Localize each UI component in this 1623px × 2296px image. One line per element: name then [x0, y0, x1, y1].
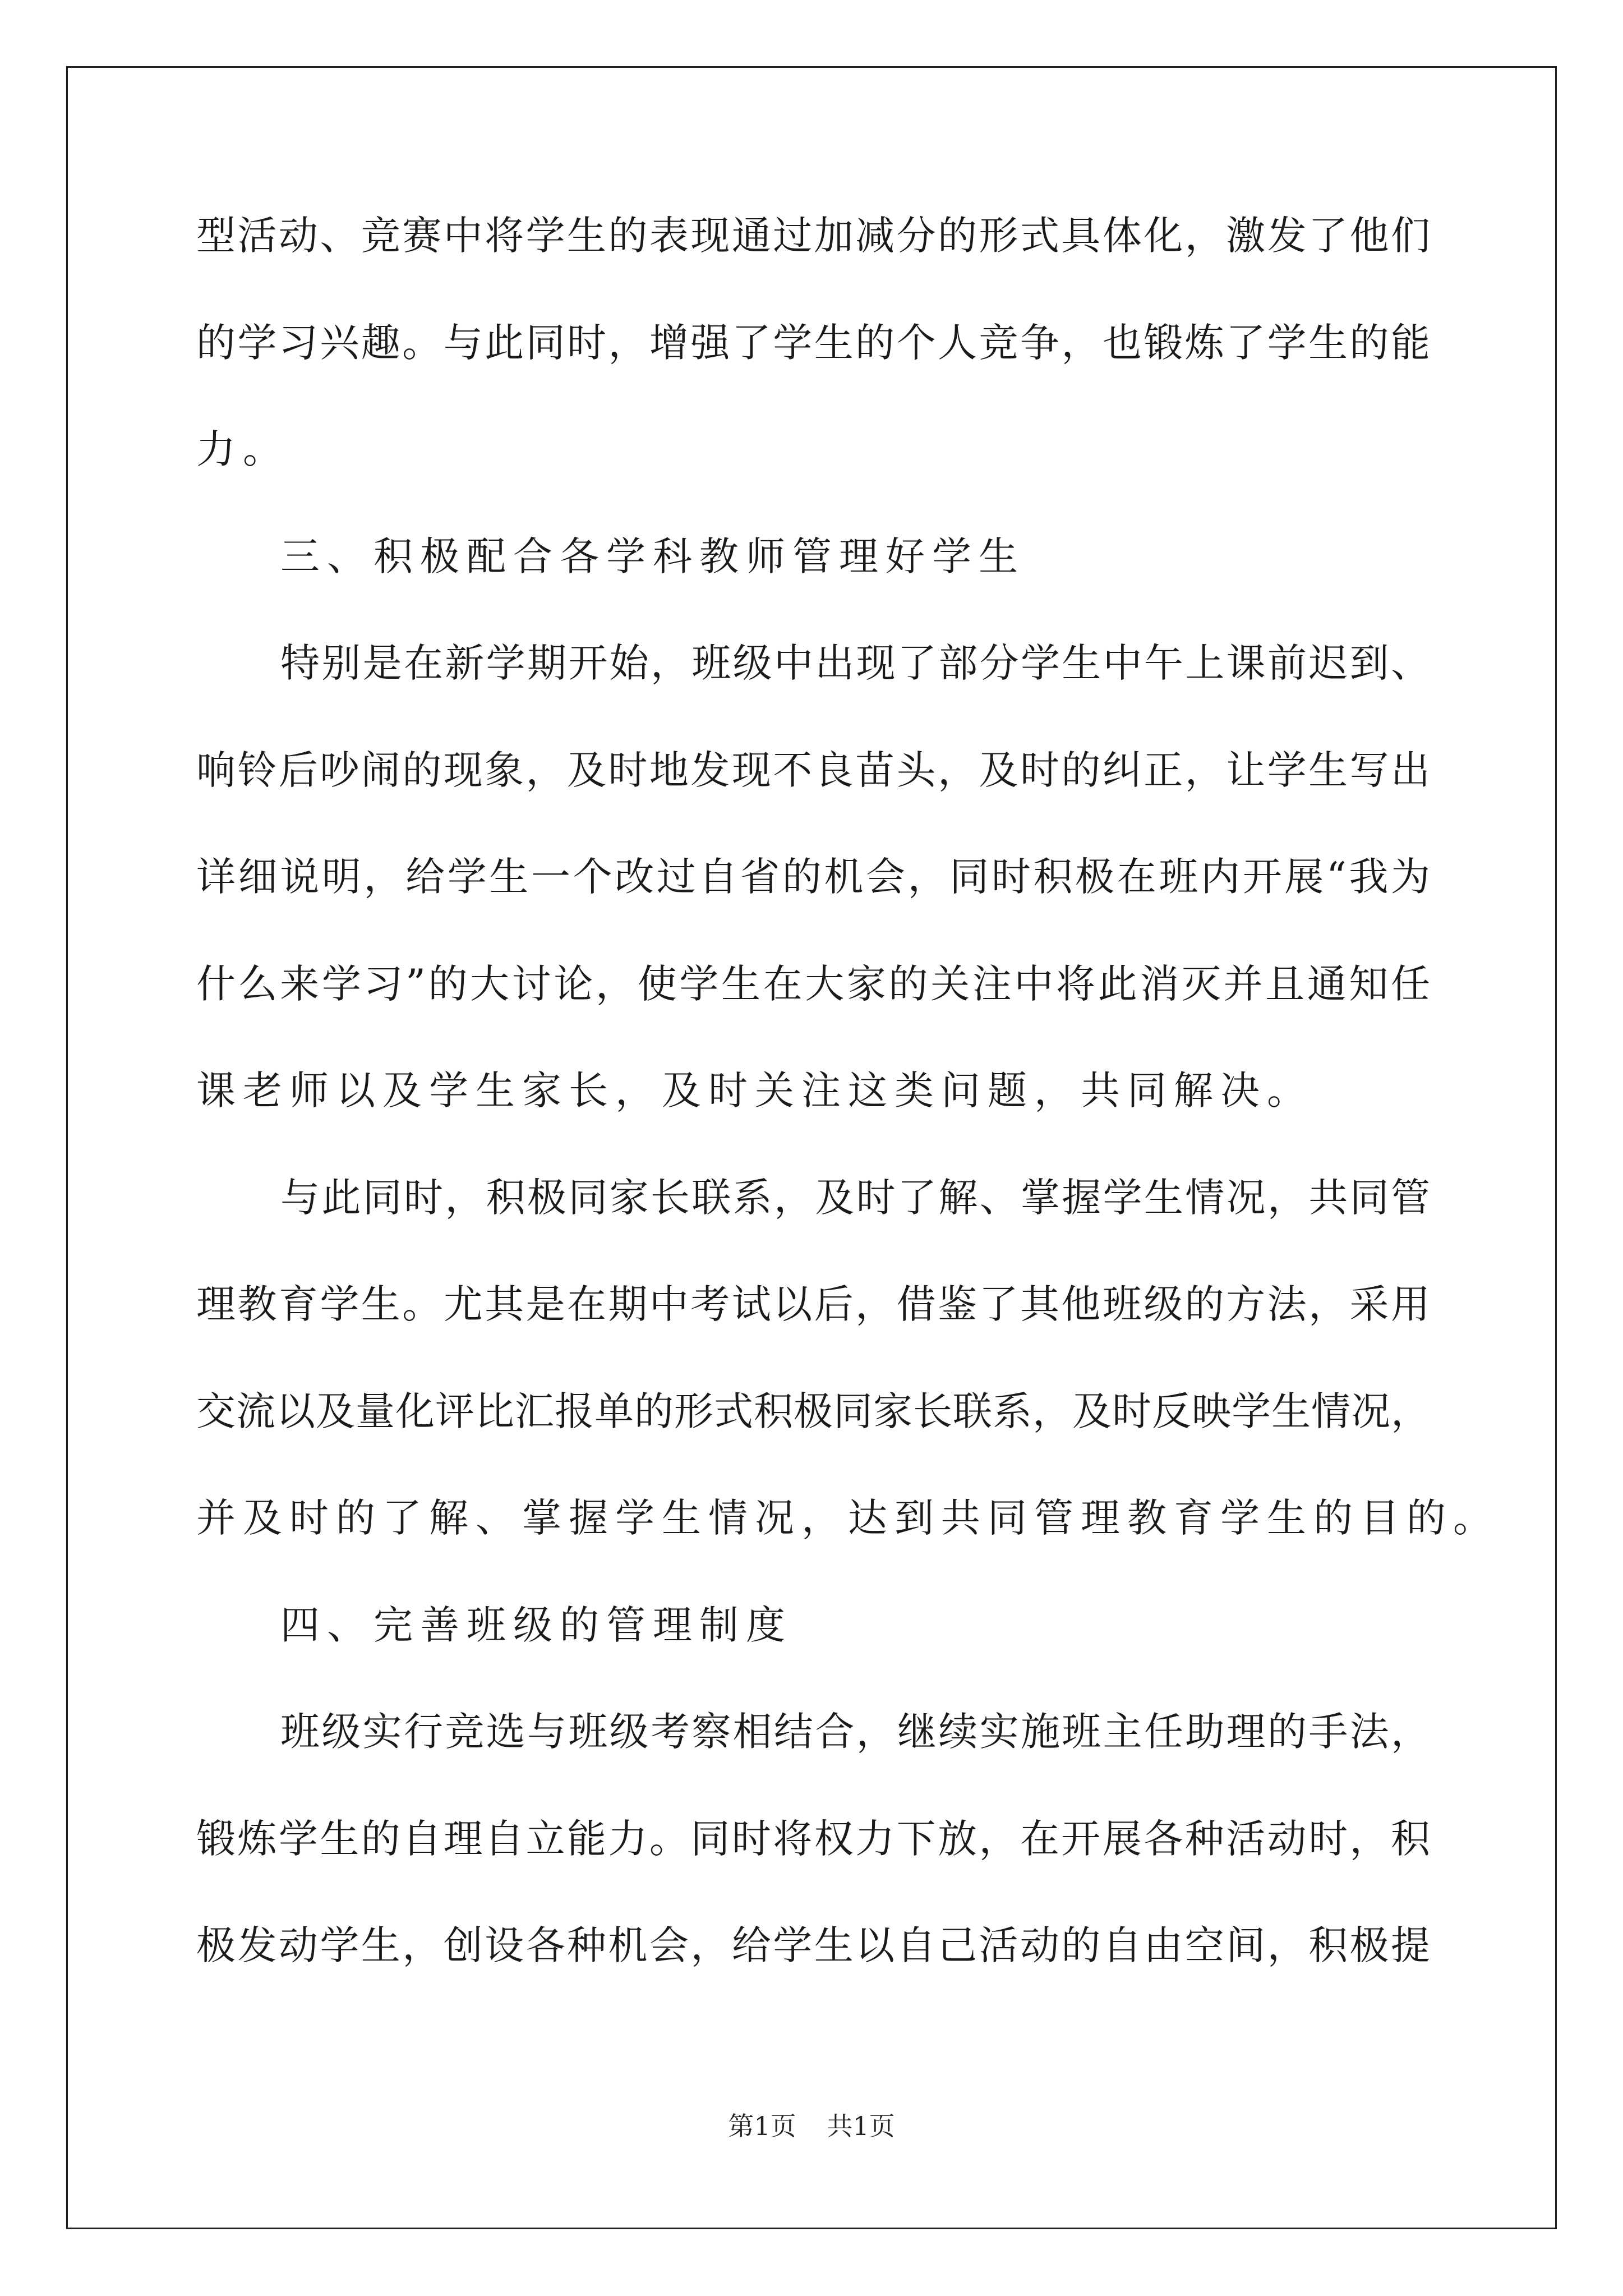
text-line: 极发动学生，创设各种机会，给学生以自己活动的自由空间，积极提: [196, 1922, 1430, 1968]
text-line: 锻炼学生的自理自立能力。同时将权力下放，在开展各种活动时，积: [196, 1815, 1430, 1862]
text-line: 课老师以及学生家长，及时关注这类问题，共同解决。: [196, 1068, 1313, 1114]
text-line: 并及时的了解、掌握学生情况，达到共同管理教育学生的目的。: [196, 1495, 1500, 1541]
text-line: 三、积极配合各学科教师管理好学生: [280, 533, 1025, 579]
text-line: 力。: [196, 426, 289, 472]
text-line: 理教育学生。尤其是在期中考试以后，借鉴了其他班级的方法，采用: [196, 1281, 1430, 1327]
page-footer: [0, 2112, 1623, 2140]
page-number-current: 第1页: [728, 2111, 796, 2141]
document-body: [196, 213, 1500, 2033]
text-line: 型活动、竞赛中将学生的表现通过加减分的形式具体化，激发了他们: [196, 213, 1430, 259]
text-line: 什么来学习”的大讨论，使学生在大家的关注中将此消灭并且通知任: [196, 960, 1430, 1007]
text-line: 响铃后吵闹的现象，及时地发现不良苗头，及时的纠正，让学生写出: [196, 747, 1430, 793]
text-line: 交流以及量化评比汇报单的形式积极同家长联系，及时反映学生情况，: [196, 1388, 1430, 1434]
text-line: 四、完善班级的管理制度: [280, 1602, 792, 1648]
text-line: 特别是在新学期开始，班级中出现了部分学生中午上课前迟到、: [280, 640, 1430, 686]
text-line: 班级实行竞选与班级考察相结合，继续实施班主任助理的手法，: [280, 1709, 1430, 1755]
text-line: 与此同时，积极同家长联系，及时了解、掌握学生情况，共同管: [280, 1174, 1430, 1221]
text-line: 的学习兴趣。与此同时，增强了学生的个人竞争，也锻炼了学生的能: [196, 319, 1430, 366]
text-line: 详细说明，给学生一个改过自省的机会，同时积极在班内开展“我为: [196, 854, 1430, 900]
page-number-total: 共1页: [827, 2111, 895, 2141]
